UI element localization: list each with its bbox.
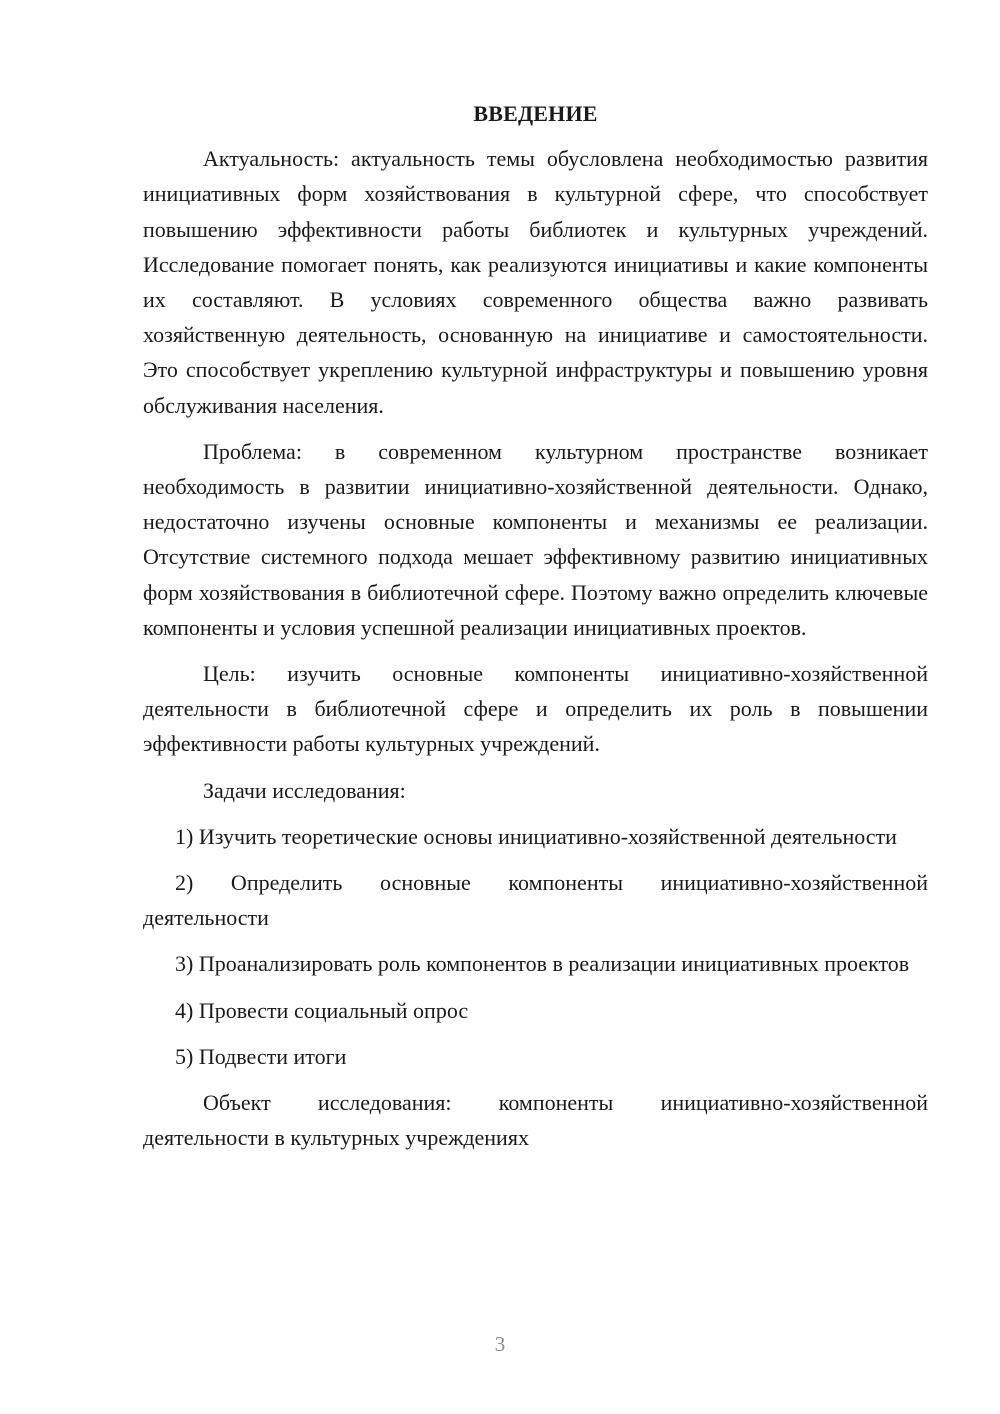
task-item: 3) Проанализировать роль компонентов в реализации инициативных проектов (175, 951, 910, 977)
problem-paragraph: Проблема: в современном культурном пространстве возникает необходимость в развитии инициативно-хозяйственной деятельности. Однако, недостаточно изучены основные компоненты и механизмы ее реализации. Отсутствие системного подхода мешает эффективному развитию инициативных форм хозяйствования в библиотечной сфере. Поэтому важно определить ключевые компоненты и условия успешной реализации инициативных проектов. (143, 438, 928, 640)
document-page (143, 96, 928, 1166)
page-number: 3 (494, 1332, 506, 1356)
task-item: 5) Подвести итоги (175, 1043, 347, 1069)
object-paragraph: Объект исследования: компоненты инициативно-хозяйственной деятельности в культурных учреждениях (143, 1090, 928, 1151)
document-heading: ВВЕДЕНИЕ (473, 101, 598, 126)
task-item: 1) Изучить теоретические основы инициативно-хозяйственной деятельности (175, 823, 897, 849)
task-item: 4) Провести социальный опрос (175, 997, 469, 1023)
task-item: 2) Определить основные компоненты инициативно-хозяйственной деятельности (143, 870, 928, 931)
goal-paragraph: Цель: изучить основные компоненты инициативно-хозяйственной деятельности в библиотечной сфере и определить их роль в повышении эффективности работы культурных учреждений. (143, 661, 928, 757)
tasks-title: Задачи исследования: (203, 777, 406, 803)
relevance-paragraph: Актуальность: актуальность темы обусловлена необходимостью развития инициативных форм хозяйствования в культурной сфере, что способствует повышению эффективности работы библиотек и культурных учреждений. Исследование помогает понять, как реализуются инициативы и какие компоненты их составляют. В условиях современного общества важно развивать хозяйственную деятельность, основанную на инициативе и самостоятельности. Это способствует укреплению культурной инфраструктуры и повышению уровня обслуживания населения. (143, 146, 928, 418)
